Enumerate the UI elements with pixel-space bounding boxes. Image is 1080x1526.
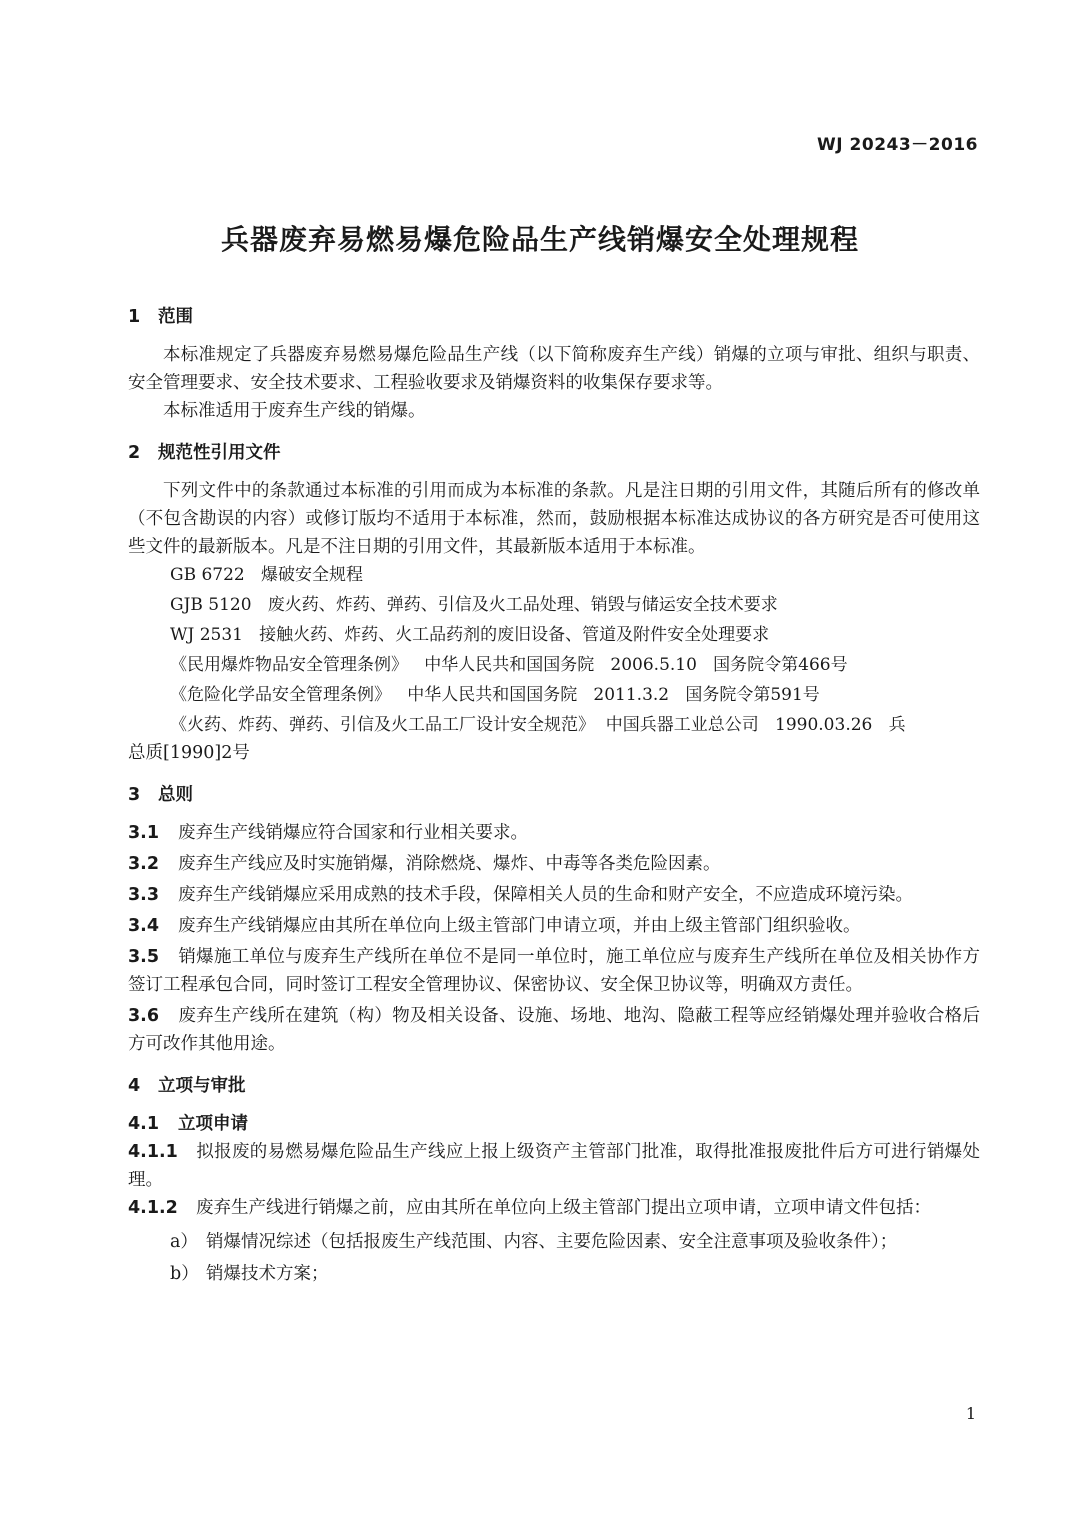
section-title: 总则 [158,785,193,805]
clause-text: 拟报废的易燃易爆危险品生产线应上报上级资产主管部门批准，取得批准报废批件后方可进行销爆处理。 [128,1142,980,1190]
clause-3-4 [128,912,980,940]
clause-text: 废弃生产线所在建筑（构）物及相关设备、设施、场地、地沟、隐蔽工程等应经销爆处理并验收合格后方可改作其他用途。 [128,1006,980,1054]
list-item-a [170,1228,980,1256]
clause-text: 废弃生产线销爆应符合国家和行业相关要求。 [178,823,528,843]
page-number: 1 [965,1404,976,1423]
list-text: 销爆情况综述（包括报废生产线范围、内容、主要危险因素、安全注意事项及验收条件）； [206,1232,898,1252]
subsection-number: 4.1 [128,1114,160,1134]
clause-4-1-2 [128,1194,980,1222]
reference-item: WJ 2531 接触火药、炸药、火工品药剂的废旧设备、管道及附件安全处理要求 [170,625,770,645]
references-intro-paragraph: 下列文件中的条款通过本标准的引用而成为本标准的条款。凡是注日期的引用文件，其随后所有的修改单（不包含勘误的内容）或修订版均不适用于本标准，然而，鼓励根据本标准达成协议的各方研究是否可使用这些文件的最新版本。凡是不注日期的引用文件，其最新版本适用于本标准。 [128,481,980,557]
clause-number: 4.1.1 [128,1142,178,1162]
reference-item: GB 6722 爆破安全规程 [170,565,363,585]
clause-number: 3.1 [128,823,160,843]
list-item-b [170,1260,980,1288]
clause-text: 销爆施工单位与废弃生产线所在单位不是同一单位时，施工单位应与废弃生产线所在单位及相关协作方签订工程承包合同，同时签订工程安全管理协议、保密协议、安全保卫协议等，明确双方责任。 [128,947,980,995]
clause-number: 3.5 [128,947,160,967]
clause-text: 废弃生产线应及时实施销爆，消除燃烧、爆炸、中毒等各类危险因素。 [178,854,721,874]
scope-paragraph-1: 本标准规定了兵器废弃易燃易爆危险品生产线（以下简称废弃生产线）销爆的立项与审批、组织与职责、安全管理要求、安全技术要求、工程验收要求及销爆资料的收集保存要求等。 [128,345,980,393]
clause-text: 废弃生产线销爆应采用成熟的技术手段，保障相关人员的生命和财产安全，不应造成环境污染。 [178,885,913,905]
section-1-heading [128,303,980,331]
section-title: 范围 [158,307,193,327]
standard-code: WJ 20243－2016 [817,135,978,155]
section-number: 3 [128,785,141,805]
subsection-4-1-heading [128,1110,980,1138]
clause-3-3 [128,881,980,909]
section-3-heading [128,781,980,809]
document-body [128,303,980,1292]
section-4-heading [128,1072,980,1100]
section-2-heading [128,439,980,467]
reference-item: 《民用爆炸物品安全管理条例》 中华人民共和国国务院 2006.5.10 国务院令第466号 [170,655,848,675]
section-title: 立项与审批 [158,1076,246,1096]
list-text: 销爆技术方案； [206,1264,329,1284]
reference-item: 《危险化学品安全管理条例》 中华人民共和国国务院 2011.3.2 国务院令第591号 [170,685,820,705]
section-number: 2 [128,443,141,463]
clause-4-1-1 [128,1138,980,1194]
clause-3-6 [128,1002,980,1058]
scope-paragraph-2: 本标准适用于废弃生产线的销爆。 [163,401,426,421]
reference-item-last-continuation: 总质[1990]2号 [128,743,250,763]
list-marker: a） [170,1232,198,1252]
section-number: 4 [128,1076,141,1096]
clause-3-1 [128,819,980,847]
section-number: 1 [128,307,141,327]
clause-number: 3.4 [128,916,160,936]
subsection-title: 立项申请 [178,1114,248,1134]
reference-item-last: 《火药、炸药、弹药、引信及火工品工厂设计安全规范》 中国兵器工业总公司 1990.03.26 兵 [170,715,906,735]
clause-3-2 [128,850,980,878]
document-title: 兵器废弃易燃易爆危险品生产线销爆安全处理规程 [220,223,859,256]
section-title: 规范性引用文件 [158,443,281,463]
list-marker: b） [170,1264,199,1284]
reference-item: GJB 5120 废火药、炸药、弹药、引信及火工品处理、销毁与储运安全技术要求 [170,595,778,615]
clause-text: 废弃生产线销爆应由其所在单位向上级主管部门申请立项，并由上级主管部门组织验收。 [178,916,861,936]
clause-number: 4.1.2 [128,1198,178,1218]
clause-number: 3.6 [128,1006,160,1026]
clause-number: 3.2 [128,854,160,874]
clause-3-5 [128,943,980,999]
clause-number: 3.3 [128,885,160,905]
clause-text: 废弃生产线进行销爆之前，应由其所在单位向上级主管部门提出立项申请，立项申请文件包括： [196,1198,931,1218]
